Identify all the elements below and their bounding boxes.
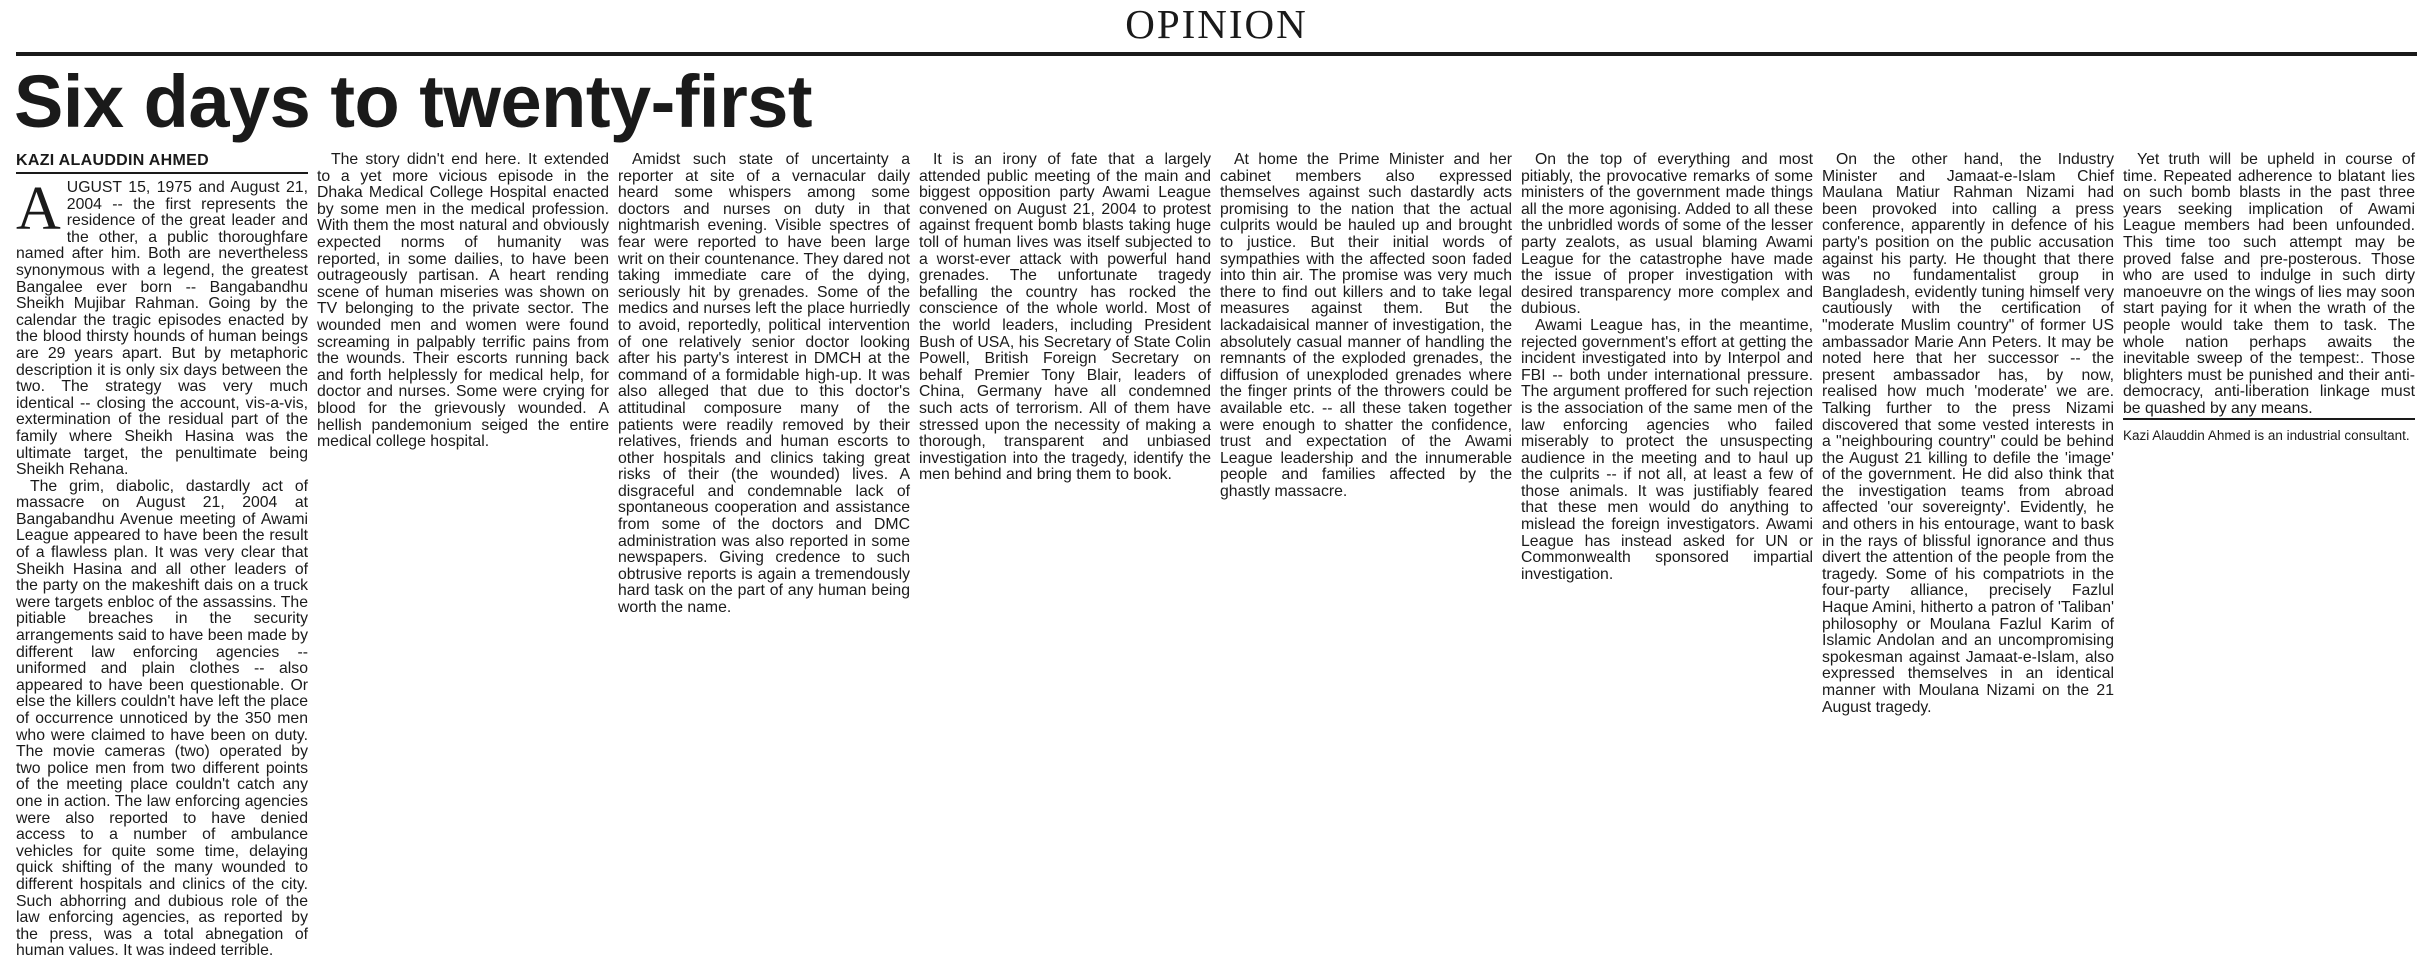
paragraph-3: The story didn't end here. It extended to a yet more vicious episode in the Dhaka Medical College Hospital enacted by some men in the medical profession. With them the most natural and obviously expected norms of humanity was reported, in some dailies, to have been outrageously partisan. A heart rending scene of human miseries was shown on TV belonging to the private sector. The wounded men and women were found screaming in palpably terrific pains from the wounds. Their escorts running back and forth helplessly for medical help, for doctor and nurses. Some were crying for blood for the grievously wounded. A hellish pandemonium seiged the entire medical college hospital. [317, 151, 609, 451]
column-6 [1521, 152, 1813, 780]
author-note: Kazi Alauddin Ahmed is an industrial consultant. [2123, 418, 2415, 443]
headline: Six days to twenty-first [14, 60, 813, 143]
column-1 [16, 152, 308, 960]
drop-cap: A [16, 175, 61, 243]
paragraph-9: On the other hand, the Industry Minister and Jamaat-e-Islam Chief Maulana Matiur Rahman Nizami had been provoked into calling a press conference, apparently in defence of his party's position on the public accusation against his party. He thought that there was no fundamentalist group in Bangladesh, evidently tuning himself very cautiously with the certification of "moderate Muslim country" of former US ambassador Marie Ann Peters. It may be noted here that her successor -- the present ambassador has, by now, realised how much 'moderate' we are. Talking further to the press Nizami discovered that some vested interests in a "neighbouring country" could be behind the August 21 killing to defile the 'image' of the government. He did also think that the investigation teams from abroad affected 'our sovereignty'. Evidently, he and others in his entourage, want to bask in the rays of blissful ignorance and thus divert the attention of the people from the tragedy. Some of his compatriots in the four-party alliance, precisely Fazlul Haque Amini, hitherto a patron of 'Taliban' philosophy or Moulana Fazlul Karim of Islamic Andolan and an uncompromising spokesman against Jamaat-e-Islam, also expressed themselves in an identical manner with Moulana Nizami on the 21 August tragedy. [1822, 151, 2114, 716]
top-rule [16, 52, 2417, 56]
lead-paragraph [16, 175, 308, 479]
column-2 [317, 152, 609, 780]
paragraph-10: Yet truth will be upheld in course of time. Repeated adherence to blatant lies on such bomb blasts in the past three years seeking implication of Awami League members had been unfounded. This time too such attempt may be proved false and pre-posterous. Those who are used to indulge in such dirty manoeuvre on the wings of lies may soon start paying for it when the wrath of the people would take them to task. The whole nation perhaps awaits the inevitable sweep of the tempest:. Those blighters must be punished and their anti-democracy, anti-liberation linkage must be quashed by any means. [2123, 151, 2415, 417]
paragraph-4: Amidst such state of uncertainty a reporter at site of a vernacular daily heard some whispers among some doctors and nurses on duty in that nightmarish evening. Visible spectres of fear were reported to have been large writ on their countenance. They dared not taking immediate care of the dying, seriously hit by grenades. Some of the medics and nurses left the place hurriedly to avoid, reportedly, political intervention of one relatively senior doctor looking after his party's interest in DMCH at the command of a formidable high-up. It was also alleged that due to this doctor's attitudinal composure many of the patients were readily removed by their relatives, friends and human escorts to other hospitals and clinics taking great risks of their (the wounded) lives. A disgraceful and condemnable lack of spontaneous cooperation and assistance from some of the doctors and DMC administration was also reported in some newspapers. Giving credence to such obtrusive reports is again a tremendously hard task on the part of any human being worth the name. [618, 151, 910, 617]
column-7 [1822, 152, 2114, 780]
section-label: OPINION [1125, 1, 1308, 47]
column-4 [919, 152, 1211, 780]
lead-text: UGUST 15, 1975 and August 21, 2004 -- the first represents the residence of the great leader and the other, a public thoroughfare named after him. Both are nevertheless synonymous with a legend, the greatest Bangalee ever born -- Bangabandhu Sheikh Mujibar Rahman. Going by the calendar the tragic episodes enacted by the blood thirsty hounds of human beings are 29 years apart. But by metaphoric description it is only six days between the two. The strategy was very much identical -- closing the account, vis-a-vis, extermination of the residual part of the family where Sheikh Hasina was the ultimate target, the penultimate being Sheikh Rehana. [16, 179, 308, 479]
column-3 [618, 152, 910, 780]
paragraph-8: Awami League has, in the meantime, rejected government's effort at getting the incident investigated into by Interpol and FBI -- both under international pressure. The argument proffered for such rejection is the association of the same men of the law enforcing agencies who failed miserably to protect the unsuspecting audience in the meeting and to haul up the culprits -- if not all, at least a few of those animals. It was justifiably feared that these men would do anything to mislead the foreign investigators. Awami League has instead asked for UN or Commonwealth sponsored impartial investigation. [1521, 316, 1813, 583]
paragraph-7: On the top of everything and most pitiably, the provocative remarks of some ministers of the government made things all the more agonising. Added to all these the unbridled words of some of the lesser party zealots, as usual blaming Awami League for the catastrophe have made the issue of proper investigation with desired transparency more complex and dubious. [1521, 151, 1813, 318]
byline: KAZI ALAUDDIN AHMED [16, 152, 308, 174]
paragraph-6: At home the Prime Minister and her cabinet members also expressed themselves against such dastardly acts promising to the nation that the actual culprits would be hauled up and brought to justice. But their initial words of sympathies with the affected soon faded into thin air. The promise was very much there to find out killers and to take legal measures against them. But the lackadaisical manner of investigation, the absolutely casual manner of handling the remnants of the exploded grenades, the diffusion of unexploded grenades where the finger prints of the throwers could be available etc. -- all these taken together were enough to shatter the confidence, trust and expectation of the Awami League leadership and the innumerable people and families affected by the ghastly massacre. [1220, 151, 1512, 500]
paragraph-2: The grim, diabolic, dastardly act of massacre on August 21, 2004 at Bangabandhu Avenue meeting of Awami League appeared to have been the result of a flawless plan. It was very clear that Sheikh Hasina and all other leaders of the party on the makeshift dais on a truck were targets enbloc of the assassins. The pitiable breaches in the security arrangements said to have been made by different law enforcing agencies -- uniformed and plain clothes -- also appeared to have been questionable. Or else the killers couldn't have left the place of occurrence unnoticed by the 350 men who were claimed to have been on duty. The movie cameras (two) operated by two police men from two different points of the meeting place couldn't catch any one in action. The law enforcing agencies were also reported to have denied access to a number of ambulance vehicles for quite some time, delaying quick shifting of the many wounded to different hospitals and clinics of the city. Such abhorring and dubious role of the law enforcing agencies, as reported by the press, was a total abnegation of human values. It was indeed terrible. [16, 477, 308, 960]
column-8 [2123, 152, 2415, 780]
article-body [16, 151, 2416, 960]
column-5 [1220, 152, 1512, 780]
paragraph-5: It is an irony of fate that a largely attended public meeting of the main and biggest opposition party Awami League convened on August 21, 2004 to protest against frequent bomb blasts taking huge toll of human lives was itself subjected to a worst-ever attack with powerful hand grenades. The unfortunate tragedy befalling the country has rocked the conscience of the whole world. Most of the world leaders, including President Bush of USA, his Secretary of State Colin Powell, British Foreign Secretary on behalf Premier Tony Blair, leaders of China, Germany have all condemned such acts of terrorism. All of them have stressed upon the necessity of making a thorough, transparent and unbiased investigation into the tragedy, identify the men behind and bring them to book. [919, 151, 1211, 484]
